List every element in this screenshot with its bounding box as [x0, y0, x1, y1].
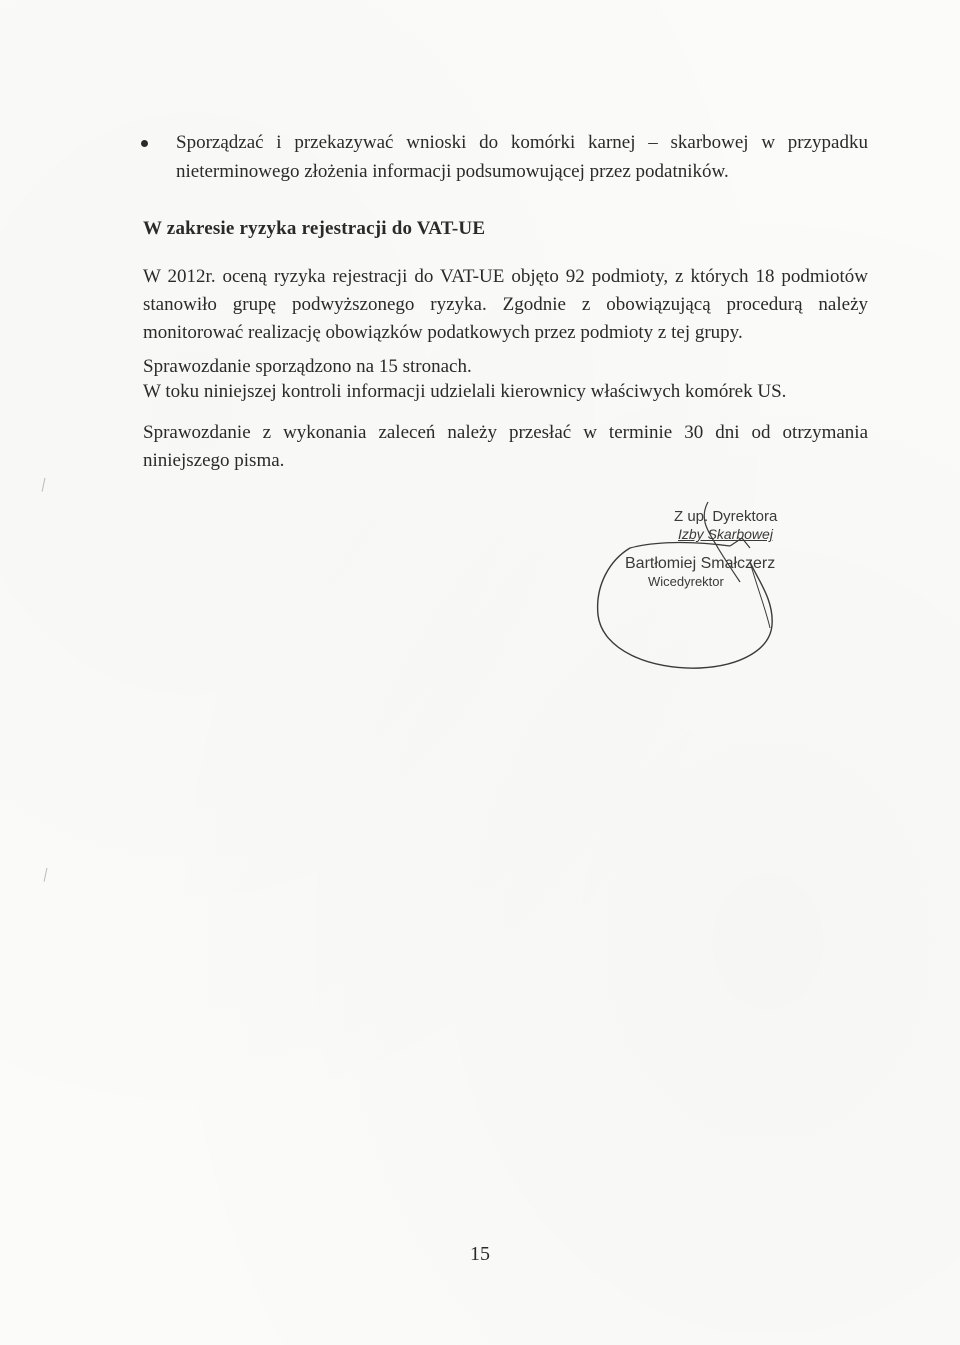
bullet-list-item — [143, 128, 868, 186]
signature-stamp — [590, 500, 790, 680]
paragraph-information-source: W toku niniejszej kontroli informacji udzielali kierownicy właściwych komórek US. — [143, 381, 787, 402]
section-heading: W zakresie ryzyka rejestracji do VAT-UE — [143, 218, 486, 239]
stamp-line-authority: Z up. Dyrektora — [674, 508, 778, 525]
stamp-line-name: Bartłomiej Smałczerz — [625, 555, 776, 572]
stamp-line-office: Izby Skarbowej — [678, 526, 773, 542]
paragraph-risk-assessment: W 2012r. oceną ryzyka rejestracji do VAT-UE objęto 92 podmioty, z których 18 podmiotów stanowiło grupę podwyższonego ryzyka. Zgodnie z obowiązującą procedurą należy monitorować realizację obowiązków podatkowych przez podmioty z tej grupy. — [143, 266, 868, 343]
bullet-text: Sporządzać i przekazywać wnioski do komórki karnej – skarbowej w przypadku nieterminowego złożenia informacji podsumowującej przez podatników. — [176, 132, 868, 182]
bullet-dot-icon — [141, 140, 148, 147]
stamp-line-title: Wicedyrektor — [648, 574, 724, 589]
paragraph-report-deadline: Sprawozdanie z wykonania zaleceń należy przesłać w terminie 30 dni od otrzymania niniejszego pisma. — [143, 422, 868, 471]
paragraph-page-count: Sprawozdanie sporządzono na 15 stronach. — [143, 356, 472, 377]
scan-mark-icon — [42, 478, 48, 492]
scan-mark-icon — [44, 868, 50, 882]
page-number: 15 — [470, 1243, 490, 1265]
